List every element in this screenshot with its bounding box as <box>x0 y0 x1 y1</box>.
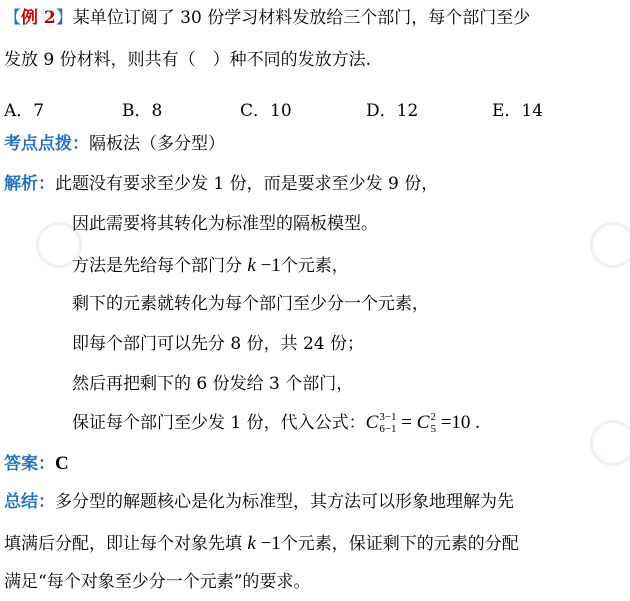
analysis-text-3b: 个元素， <box>280 256 349 276</box>
key-point <box>4 136 225 153</box>
combination-symbol: C <box>416 411 430 433</box>
minus-one: −1 <box>255 533 281 554</box>
watermark-logo <box>590 420 630 466</box>
analysis-line-3 <box>72 256 349 275</box>
analysis-text-3a: 方法是先给每个部门分 <box>72 256 248 276</box>
example-line-1 <box>4 10 530 27</box>
option-letter: D． <box>366 101 397 121</box>
combination-indices <box>379 412 396 435</box>
summary-line-3 <box>4 574 310 591</box>
summary-text-2b: 个元素，保证剩下的元素的分配 <box>280 534 519 554</box>
option-value: 10 <box>270 101 292 121</box>
superscript: 3−1 <box>379 411 397 423</box>
summary-text-1: 多分型的解题核心是化为标准型，其方法可以形象地理解为先 <box>55 492 514 512</box>
analysis-line-5 <box>72 336 364 353</box>
option-letter: B． <box>122 101 152 121</box>
analysis-label: 解析： <box>4 174 55 194</box>
equals: = <box>396 411 417 433</box>
key-point-text: 隔板法（多分型） <box>89 134 225 154</box>
example-line-2 <box>4 52 371 69</box>
option-value: 12 <box>396 101 419 121</box>
option-letter: C． <box>240 101 271 121</box>
variable-k: k <box>247 255 256 276</box>
example-text-1: 某单位订阅了 30 份学习材料发放给三个部门，每个部门至少 <box>72 8 531 28</box>
option-d <box>366 96 418 121</box>
math-k <box>247 255 280 276</box>
key-point-label: 考点点拨： <box>4 134 89 154</box>
example-bracket-open: 【 <box>4 8 21 28</box>
watermark-logo <box>590 222 630 268</box>
analysis-line-2 <box>72 216 378 233</box>
analysis-text-7: 保证每个部门至少发 1 份，代入公式： <box>72 412 366 433</box>
summary-label: 总结： <box>4 492 55 512</box>
analysis-line-6 <box>72 376 353 393</box>
answer-label: 答案： <box>4 454 55 474</box>
option-a <box>4 96 44 121</box>
example-bracket-close: 】 <box>55 8 73 28</box>
superscript: 2 <box>430 411 436 423</box>
option-c <box>240 96 292 121</box>
example-text-2: 发放 9 份材料，则共有（ ）种不同的发放方法. <box>4 50 372 70</box>
analysis-text-5: 即每个部门可以先分 8 份，共 24 份； <box>72 334 365 354</box>
summary-text-2a: 填满后分配，即让每个对象先填 <box>4 534 248 554</box>
option-letter: A． <box>4 101 34 121</box>
analysis-text-4: 剩下的元素就转化为每个部门至少分一个元素， <box>72 294 429 314</box>
answer-value: C <box>55 453 69 474</box>
analysis-line-4 <box>72 296 429 313</box>
example-label: 例 2 <box>21 8 56 28</box>
summary-line-2 <box>4 534 519 553</box>
option-value: 14 <box>521 101 544 121</box>
math-k <box>247 533 280 554</box>
variable-k: k <box>247 533 256 554</box>
analysis-line-1 <box>4 176 438 193</box>
minus-one: −1 <box>255 255 281 276</box>
option-value: 8 <box>151 101 163 121</box>
formula <box>366 412 480 433</box>
option-b <box>122 96 162 121</box>
summary-text-3: 满足“每个对象至少分一个元素”的要求。 <box>4 572 311 592</box>
analysis-text-2: 因此需要将其转化为标准型的隔板模型。 <box>72 214 378 234</box>
answer <box>4 454 69 473</box>
subscript: 6−1 <box>379 422 397 435</box>
subscript: 5 <box>430 422 436 435</box>
analysis-line-7 <box>72 412 480 435</box>
option-letter: E． <box>492 101 522 121</box>
option-value: 7 <box>33 101 45 121</box>
analysis-text-1: 此题没有要求至少发 1 份，而是要求至少发 9 份， <box>55 174 439 194</box>
summary-line-1 <box>4 494 514 511</box>
option-e <box>492 96 543 121</box>
combination-symbol: C <box>365 411 379 433</box>
result: =10 . <box>435 411 480 433</box>
analysis-text-6: 然后再把剩下的 6 份发给 3 个部门， <box>72 374 354 394</box>
